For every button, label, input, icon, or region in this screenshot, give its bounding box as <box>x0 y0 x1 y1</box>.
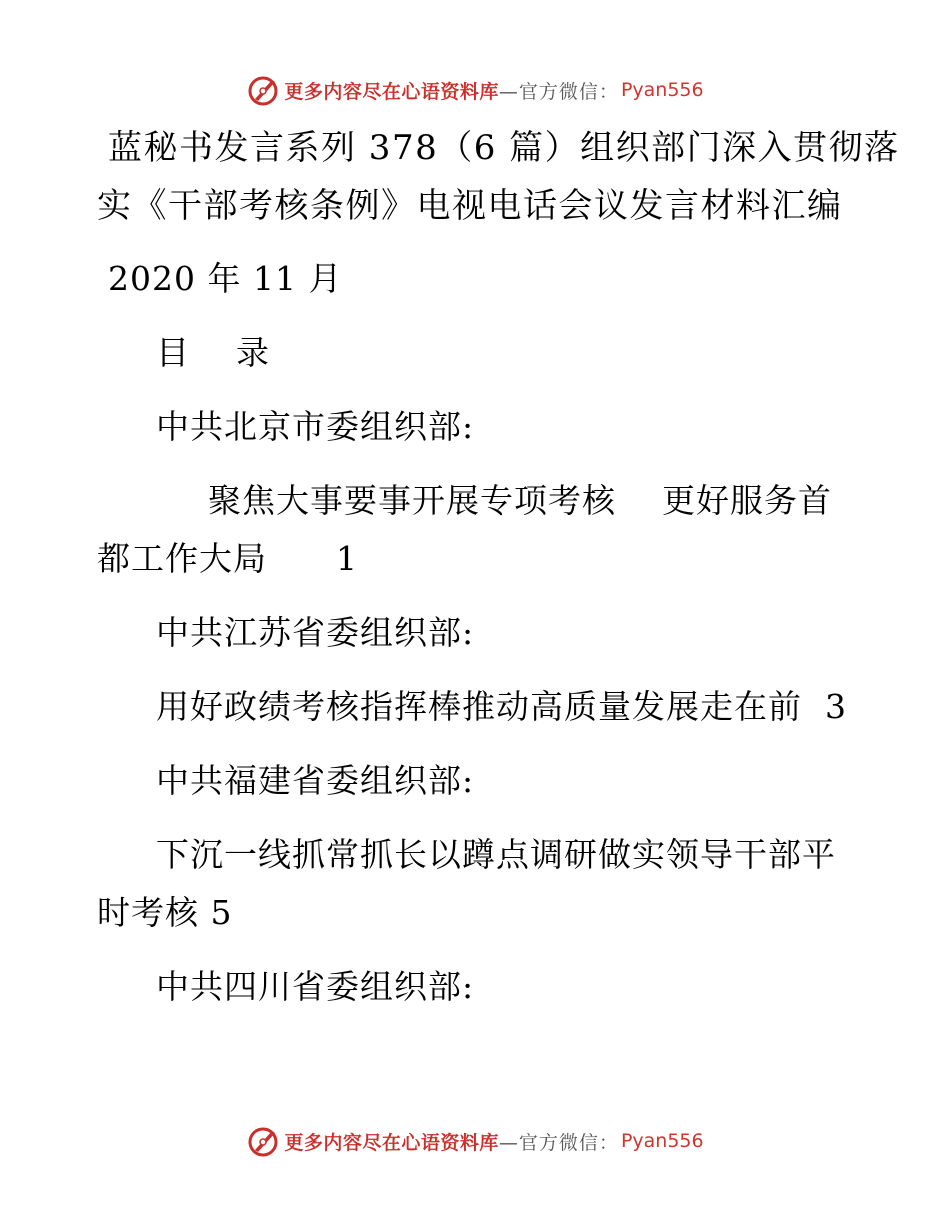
toc-entry-fujian-line-2[interactable]: 时考核 5 <box>97 893 233 932</box>
doc-title-line-2: 实《干部考核条例》电视电话会议发言材料汇编 <box>97 186 843 226</box>
banner-text-main: 更多内容尽在心语资料库 <box>284 80 499 103</box>
footer-watermark <box>0 1121 950 1161</box>
toc-entry-jiangsu[interactable]: 用好政绩考核指挥棒推动高质量发展走在前 3 <box>156 687 847 726</box>
header-watermark <box>0 70 950 110</box>
banner-text-wechat: —官方微信： <box>498 1131 619 1154</box>
toc-entry-fujian-line-1[interactable]: 下沉一线抓常抓长以蹲点调研做实领导干部平 <box>156 835 836 874</box>
toc-org-jiangsu: 中共江苏省委组织部: <box>156 613 475 652</box>
toc-org-sichuan: 中共四川省委组织部: <box>156 967 475 1006</box>
toc-entry-beijing-line-1[interactable]: 聚焦大事要事开展专项考核 更好服务首 <box>208 481 832 520</box>
banner-text-main: 更多内容尽在心语资料库 <box>284 1131 499 1154</box>
toc-org-beijing: 中共北京市委组织部: <box>156 407 475 446</box>
toc-org-fujian: 中共福建省委组织部: <box>156 761 475 800</box>
banner-text-id: Pyan556 <box>620 1130 704 1152</box>
toc-entry-beijing-line-2[interactable]: 都工作大局 1 <box>97 539 358 578</box>
doc-date: 2020 年 11 月 <box>108 259 343 298</box>
doc-title-line-1: 蓝秘书发言系列 378（6 篇）组织部门深入贯彻落 <box>108 128 900 168</box>
banner-text-wechat: —官方微信： <box>498 80 619 103</box>
quill-logo-icon <box>246 73 280 107</box>
quill-logo-icon <box>246 1124 280 1158</box>
toc-heading: 目 录 <box>156 333 270 372</box>
banner-text-id: Pyan556 <box>620 79 704 101</box>
